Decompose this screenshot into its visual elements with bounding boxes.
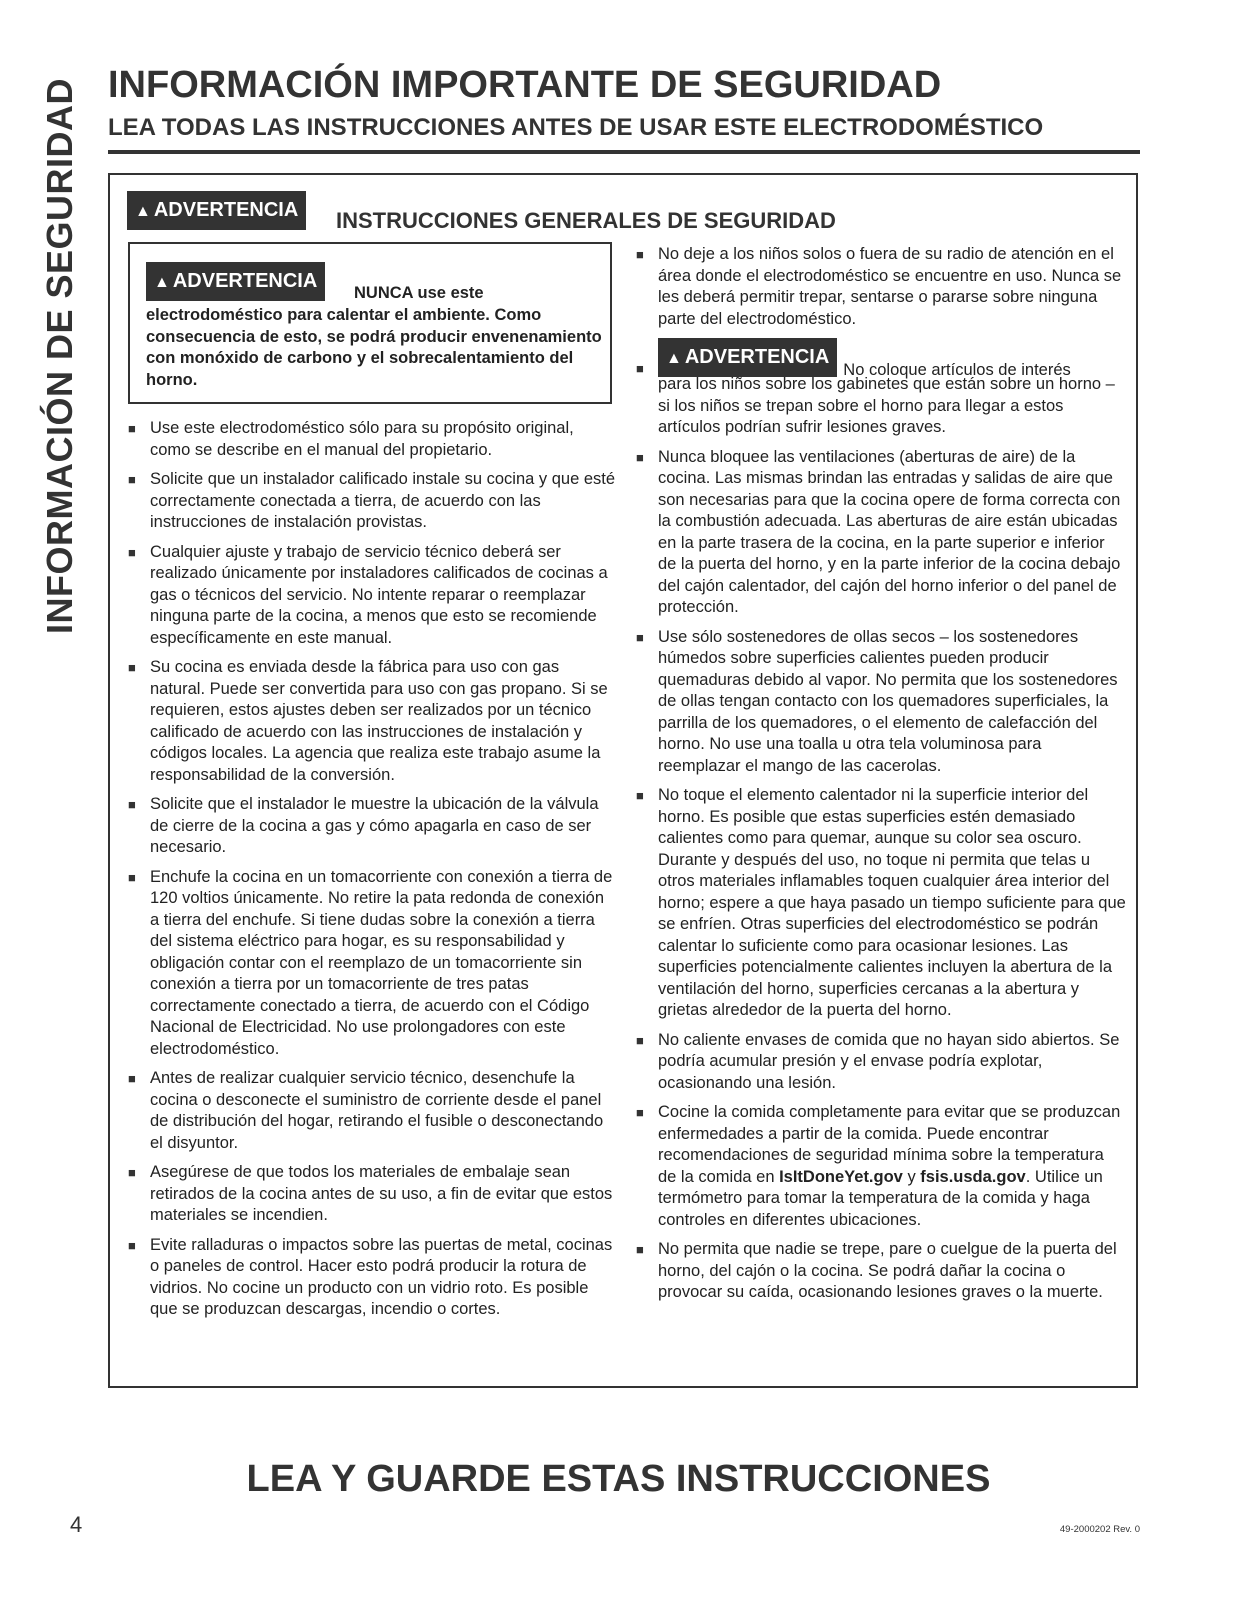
list-item-warning: ■ ▲ ADVERTENCIANo coloque artículos de interés para los niños sobre los gabinetes que están sobre un horno – si los niños se trepan sobre el horno para llegar a estos artículos podrían sufrir lesiones graves. — [636, 338, 1126, 439]
bullet-icon: ■ — [128, 472, 136, 487]
bullet-icon: ■ — [128, 1165, 136, 1180]
side-tab — [30, 70, 90, 642]
footer-title: LEA Y GUARDE ESTAS INSTRUCCIONES — [246, 1458, 991, 1500]
warning-badge-right — [658, 338, 837, 377]
page-subtitle: LEA TODAS LAS INSTRUCCIONES ANTES DE USAR ESTE ELECTRODOMÉSTICO — [108, 114, 1044, 141]
bullet-icon: ■ — [128, 869, 136, 885]
list-item: ■ No deje a los niños solos o fuera de su radio de atención en el área donde el electrodoméstico se encuentre en uso. Nunca se les deberá permitir trepar, sentarse o pararse sobre ninguna parte del electrodoméstico. — [636, 245, 1122, 328]
bullet-icon: ■ — [128, 544, 136, 560]
list-item: ■ Antes de realizar cualquier servicio técnico, desenchufe la cocina o desconecte el suministro de corriente desde el panel de distribución del hogar, retirando el fusible o desconectando el disyuntor. — [128, 1069, 604, 1152]
bullet-icon: ■ — [128, 660, 136, 675]
warning-badge-label: ADVERTENCIA — [172, 270, 318, 292]
bullet-icon: ■ — [636, 1242, 644, 1257]
bullet-icon: ■ — [636, 1032, 644, 1048]
warning-badge-label: ADVERTENCIA — [153, 199, 299, 221]
bullet-icon: ■ — [128, 1071, 136, 1086]
list-item: ■ Solicite que un instalador calificado instale su cocina y que esté correctamente conectada a tierra, de acuerdo con las instrucciones de instalación provistas. — [128, 470, 616, 531]
document-id: 49-2000202 Rev. 0 — [1059, 1524, 1140, 1535]
list-item: ■ Cocine la comida completamente para evitar que se produzcan enfermedades a partir de la comida. Puede encontrar recomendaciones de seguridad mínima sobre la temperatura de la comida en IsItDoneYet.gov y fsis.usda.gov. Utilice un termómetro para tomar la temperatura de la comida y haga controles en diferentes ubicaciones. — [636, 1103, 1121, 1229]
warning-badge-inner — [146, 262, 325, 301]
warning-triangle-icon: ▲ — [666, 350, 682, 367]
list-item: ■ Solicite que el instalador le muestre la ubicación de la válvula de cierre de la cocina a gas y cómo apagarla en caso de ser necesario. — [128, 795, 599, 856]
page-number: 4 — [70, 1512, 83, 1537]
list-item: ■ Use sólo sostenedores de ollas secos – los sostenedores húmedos sobre superficies calientes pueden producir quemaduras debido al vapor. No permita que los sostenedores de ollas tengan contacto con los quemadores superficiales, la parrilla de los quemadores, o el elemento de calefacción del horno. No use una toalla u otra tela voluminosa para reemplazar el mango de las cacerolas. — [636, 627, 1118, 775]
inner-warning-lead: NUNCA use este — [354, 284, 484, 302]
list-item: ■ Cualquier ajuste y trabajo de servicio técnico deberá ser realizado únicamente por instaladores calificados de cocinas a gas o técnicos del servicio. No intente reparar o reemplazar ninguna parte de la cocina, a menos que esto se recomiende específicamente en este manual. — [128, 542, 608, 647]
inner-warning-text: electrodoméstico para calentar el ambiente. Como consecuencia de esto, se podrá producir envenenamiento con monóxido de carbono y el sobrecalentamiento del horno. — [146, 306, 602, 389]
right-instructions-list — [636, 244, 1126, 1312]
bullet-icon: ■ — [636, 1105, 644, 1120]
bullet-icon: ■ — [636, 629, 644, 645]
side-tab-label: INFORMACIÓN DE SEGURIDAD — [39, 77, 80, 635]
bullet-icon: ■ — [636, 247, 644, 262]
list-item: ■ Enchufe la cocina en un tomacorriente con conexión a tierra de 120 voltios únicamente. No retire la pata redonda de conexión a tierra del enchufe. Si tiene dudas sobre la conexión a tierra del sistema eléctrico para hogar, es su responsabilidad y obligación contar con el reemplazo de un tomacorriente sin conexión a tierra por un tomacorriente de tres patas correctamente conectado a tierra, de acuerdo con el Código Nacional de Electricidad. No use prolongadores con este electrodoméstico. — [128, 867, 613, 1058]
list-item: ■ Asegúrese de que todos los materiales de embalaje sean retirados de la cocina antes de su uso, a fin de evitar que estos materiales se incendien. — [128, 1163, 613, 1224]
list-item: ■ Nunca bloquee las ventilaciones (aberturas de aire) de la cocina. Las mismas brindan las entradas y salidas de aire que son necesarias para que la cocina opere de forma correcta con la combustión adecuada. Las aberturas de aire están ubicadas en la parte trasera de la cocina, en la parte superior e inferior de la puerta del horno, y en la parte inferior de la cocina debajo del cajón calentador, del cajón del horno inferior o del panel de protección. — [636, 447, 1121, 616]
warning-badge-main — [127, 191, 306, 230]
header-divider — [108, 150, 1140, 154]
bullet-icon: ■ — [636, 449, 644, 465]
warning-triangle-icon: ▲ — [135, 203, 151, 220]
list-item: ■ No permita que nadie se trepe, pare o cuelgue de la puerta del horno, del cajón o la cocina. Se podrá dañar la cocina o provocar su caída, ocasionando lesiones graves o la muerte. — [636, 1240, 1117, 1301]
bullet-icon: ■ — [128, 421, 136, 436]
bullet-icon: ■ — [636, 361, 644, 376]
link-fsis[interactable]: fsis.usda.gov — [920, 1167, 1026, 1186]
bullet-icon: ■ — [128, 1237, 136, 1253]
list-item: ■ Su cocina es enviada desde la fábrica para uso con gas natural. Puede ser convertida para uso con gas propano. Si se requieren, estos ajustes deben ser realizados por un técnico calificado de acuerdo con las instrucciones de instalación y códigos locales. La agencia que realiza este trabajo asume la responsabilidad de la conversión. — [128, 658, 608, 784]
warning-badge-label: ADVERTENCIA — [684, 346, 830, 368]
list-item: ■ No caliente envases de comida que no hayan sido abiertos. Se podría acumular presión y el envase podría explotar, ocasionando una lesión. — [636, 1030, 1120, 1092]
bullet-icon: ■ — [128, 797, 136, 812]
link-isitdoneyet[interactable]: IsItDoneYet.gov — [779, 1167, 903, 1186]
list-item: ■ No toque el elemento calentador ni la superficie interior del horno. Es posible que estas superficies estén demasiado calientes como para quemar, aunque su color sea oscuro. Durante y después del uso, no toque ni permita que telas u otros materiales inflamables toquen cualquier área interior del horno; espere a que haya pasado un tiempo suficiente para que se enfríen. Otras superficies del electrodoméstico se podrán calentar lo suficiente como para ocasionar lesiones. Las superficies potencialmente calientes incluyen la abertura de la ventilación del horno, superficies cercanas a la abertura y grietas alrededor de la puerta del horno. — [636, 786, 1126, 1019]
list-item: ■ Use este electrodoméstico sólo para su propósito original, como se describe en el manual del propietario. — [128, 419, 574, 459]
page-title: INFORMACIÓN IMPORTANTE DE SEGURIDAD — [108, 64, 942, 106]
left-instructions-list — [128, 418, 616, 1329]
warning-triangle-icon: ▲ — [154, 274, 170, 291]
list-item: ■ Evite ralladuras o impactos sobre las puertas de metal, cocinas o paneles de control. Hacer esto podrá producir la rotura de vidrios. No cocine un producto con un vidrio roto. Es posible que se produzcan descargas, incendio o cortes. — [128, 1235, 613, 1318]
section-title: INSTRUCCIONES GENERALES DE SEGURIDAD — [336, 208, 836, 233]
bullet-icon: ■ — [636, 788, 644, 803]
